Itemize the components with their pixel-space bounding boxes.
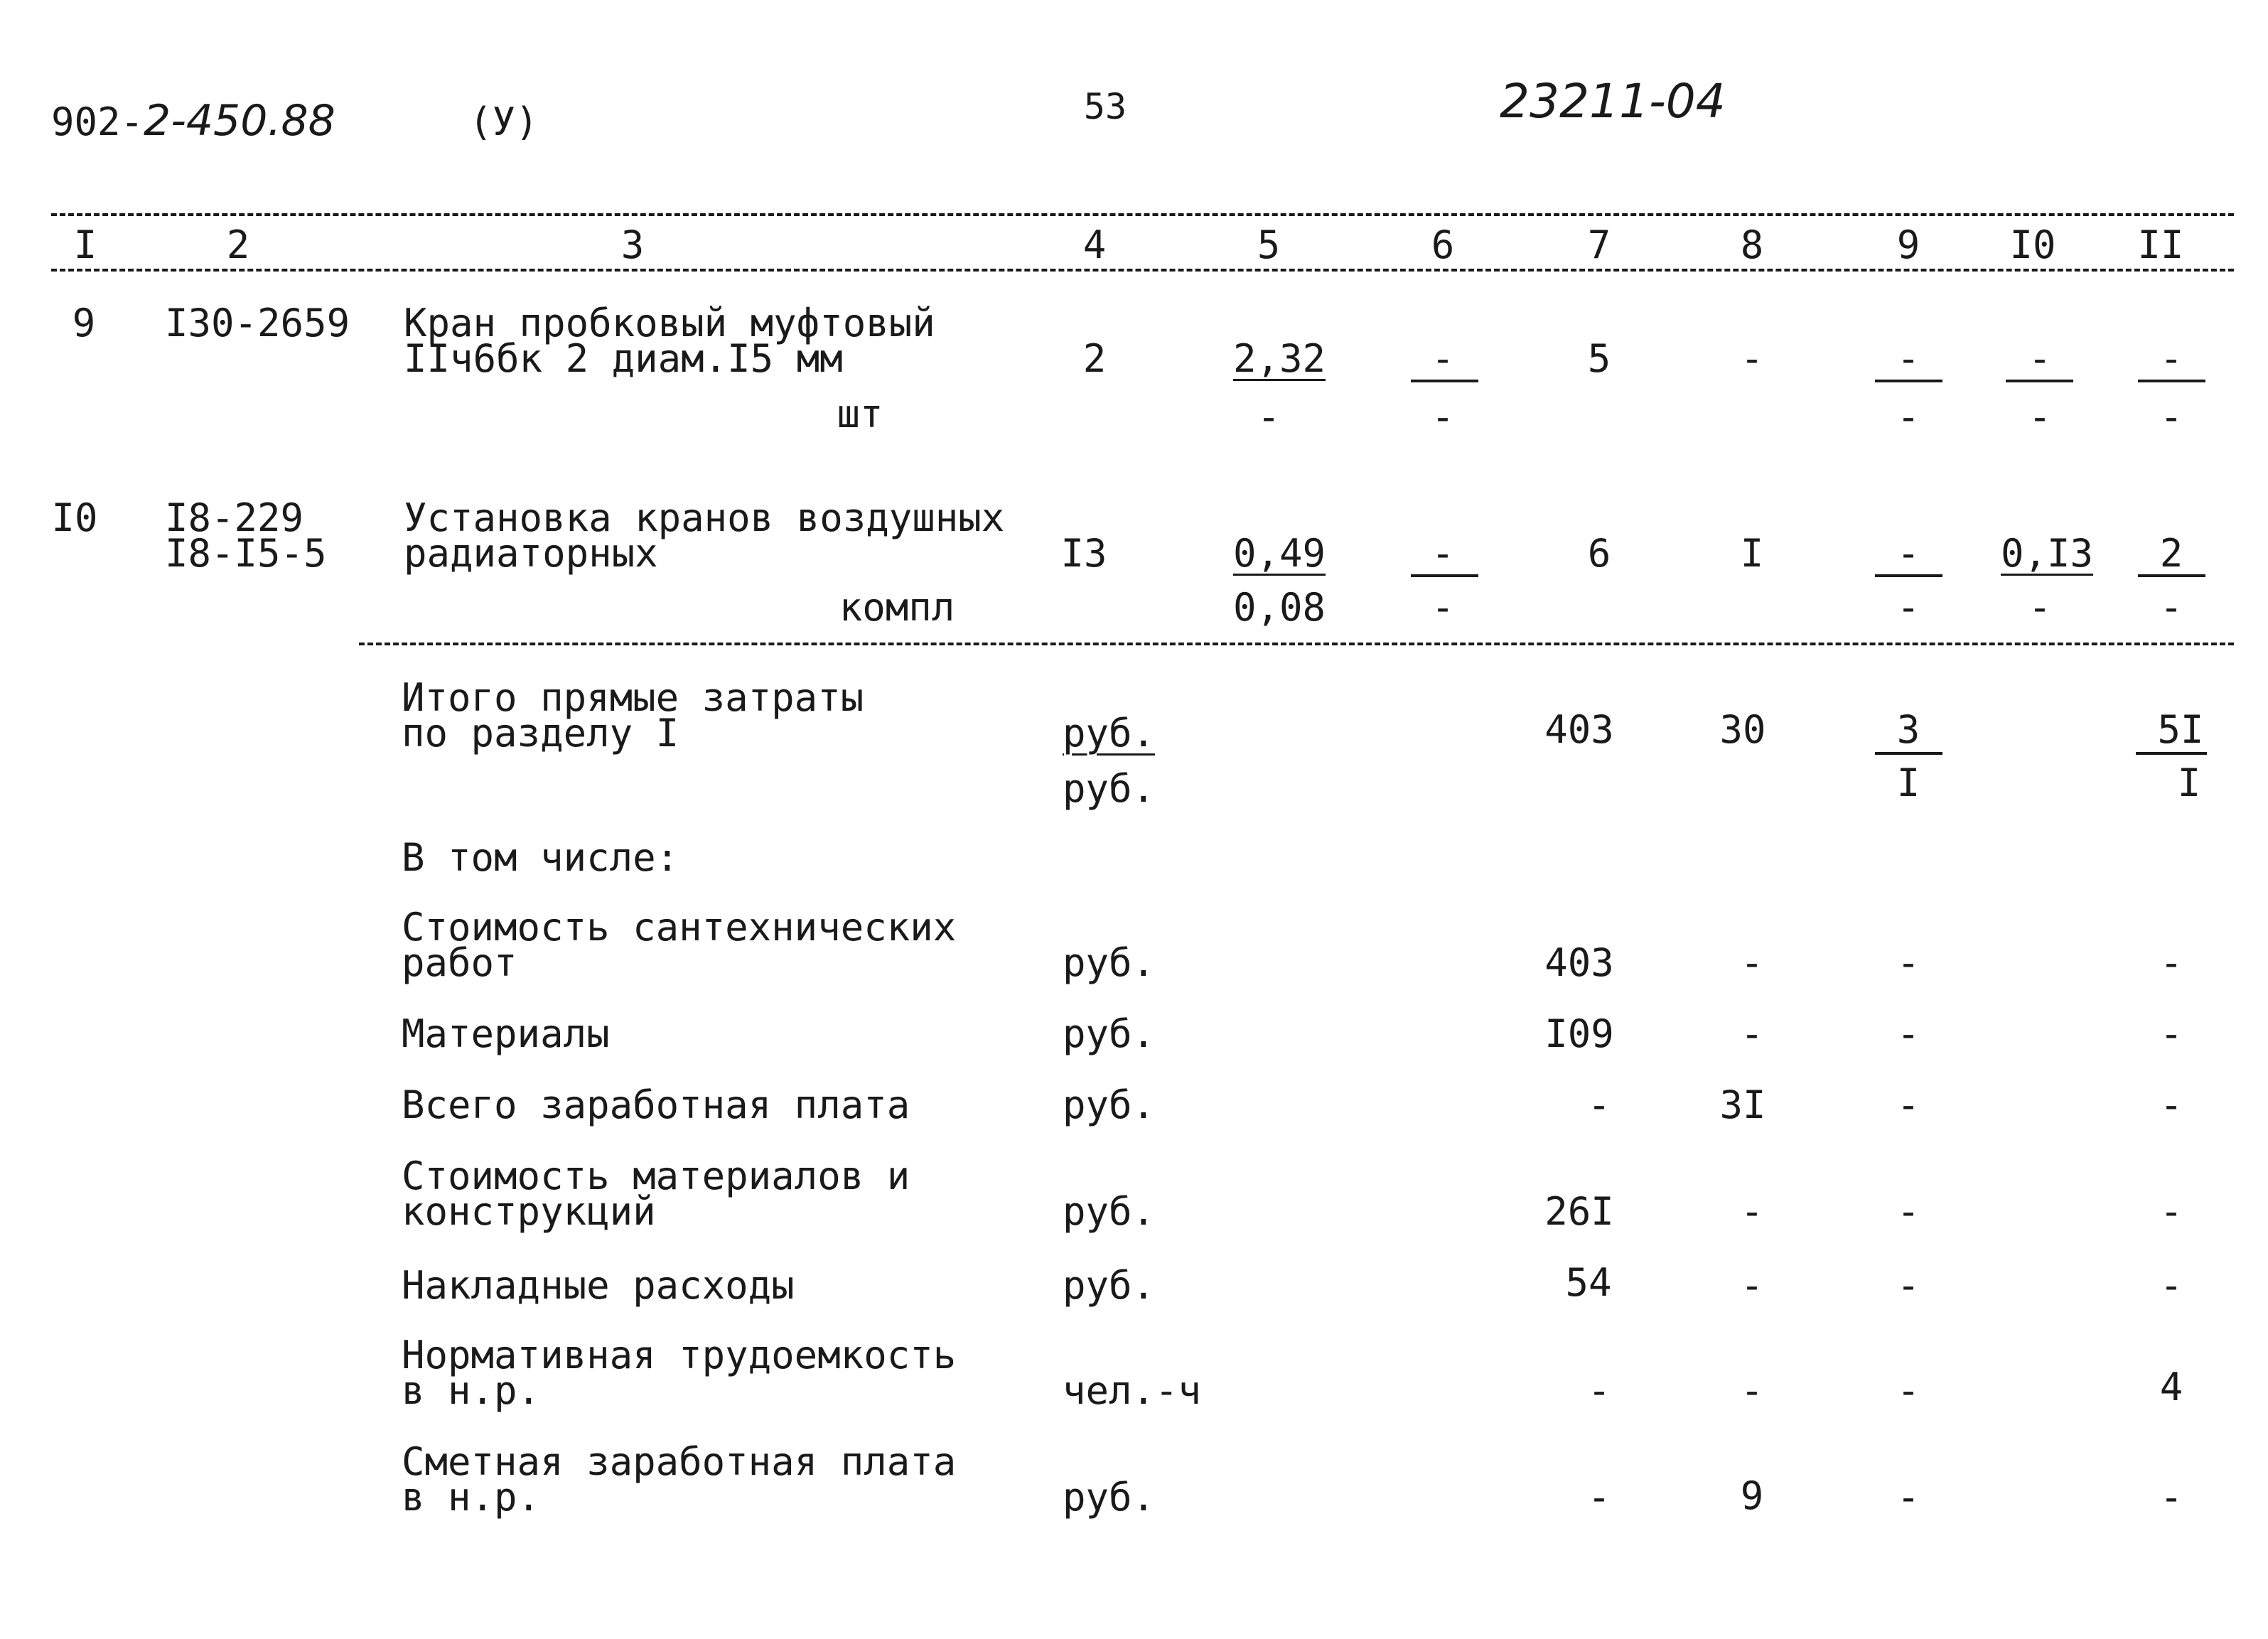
row-col5-top: 0,49	[1232, 531, 1326, 576]
row-qty: I3	[1060, 531, 1107, 576]
item-col8: -	[1740, 940, 1764, 985]
item-col8: 9	[1740, 1473, 1764, 1518]
row-desc-line1: Кран пробковый муфтовый	[404, 301, 935, 345]
item-col8: -	[1740, 1368, 1764, 1413]
item-label-line2: конструкций	[402, 1189, 656, 1234]
fraction-bar	[2138, 574, 2205, 577]
row-number: I0	[51, 495, 98, 540]
row-code: I30-2659	[165, 301, 350, 345]
col-header-6: 6	[1431, 222, 1455, 267]
fraction-bar	[1875, 752, 1942, 755]
row-col10-bottom: -	[2028, 394, 2052, 439]
item-col11: 4	[2159, 1365, 2183, 1409]
fraction-bar	[1411, 380, 1478, 382]
col-header-9: 9	[1896, 222, 1920, 267]
totals-unit-bottom: руб.	[1063, 766, 1156, 811]
item-unit: руб.	[1063, 1263, 1156, 1308]
row-col10-top: 0,I3	[2000, 531, 2094, 576]
item-col11: -	[2159, 1475, 2183, 1520]
totals-label-line1: Итого прямые затраты	[402, 675, 864, 720]
item-label-line1: Сметная заработная плата	[402, 1439, 957, 1484]
item-col11: -	[2159, 1189, 2183, 1234]
doc-number-prefix: 902-	[51, 100, 144, 144]
item-col7: -	[1587, 1475, 1611, 1520]
row-col5-bottom: -	[1257, 394, 1281, 439]
row-col11-top: 2	[2159, 531, 2183, 576]
sheet-code: 23211-04	[1500, 74, 1726, 129]
row-desc-line2: радиаторных	[404, 531, 658, 576]
row-col7: 6	[1587, 531, 1611, 576]
fraction-bar	[1411, 574, 1478, 577]
totals-col9-top: 3	[1896, 707, 1920, 752]
row-code-line2: I8-I5-5	[165, 531, 327, 576]
row-qty: 2	[1082, 336, 1107, 381]
item-unit: руб.	[1063, 1082, 1156, 1127]
fraction-bar	[2006, 380, 2073, 382]
totals-col11-bottom: I	[2177, 761, 2201, 805]
row-col6-top: -	[1431, 531, 1455, 576]
item-col8: -	[1740, 1011, 1764, 1056]
item-col7: I09	[1544, 1011, 1614, 1056]
col-header-5: 5	[1257, 222, 1281, 267]
totals-col11-top: 5I	[2157, 707, 2204, 752]
col-header-2: 2	[226, 222, 250, 267]
row-desc-line1: Установка кранов воздушных	[404, 495, 1005, 540]
totals-unit-top: руб.	[1063, 711, 1156, 756]
col-header-7: 7	[1587, 222, 1611, 267]
item-label-line2: работ	[402, 940, 517, 985]
item-unit: руб.	[1063, 940, 1156, 985]
col-header-11: II	[2137, 222, 2184, 267]
row-col6-top: -	[1431, 336, 1455, 381]
fraction-bar	[2138, 380, 2205, 382]
fraction-bar	[1875, 574, 1942, 577]
header-bottom-rule	[51, 269, 2234, 272]
row-unit: компл	[839, 585, 955, 630]
item-col9: -	[1896, 1082, 1920, 1127]
col-header-3: 3	[620, 222, 645, 267]
row-col10-top: -	[2028, 336, 2052, 381]
row-col7: 5	[1587, 336, 1611, 381]
item-label-line1: Стоимость сантехнических	[402, 905, 957, 950]
fraction-bar	[2136, 752, 2207, 755]
item-unit: руб.	[1063, 1475, 1156, 1520]
row-desc-line2: IIч6бк 2 диам.I5 мм	[404, 336, 843, 381]
item-label-line1: Всего заработная плата	[402, 1082, 910, 1127]
item-col11: -	[2159, 940, 2183, 985]
item-col7: 26I	[1544, 1189, 1614, 1234]
item-col8: 3I	[1719, 1082, 1766, 1127]
item-col9: -	[1896, 1263, 1920, 1308]
item-label-line1: Материалы	[402, 1011, 610, 1056]
item-col9: -	[1896, 1368, 1920, 1413]
fraction-bar	[1875, 380, 1942, 382]
item-col7: 54	[1565, 1260, 1612, 1305]
item-col9: -	[1896, 1475, 1920, 1520]
row-col8: -	[1740, 336, 1764, 381]
item-col7: 403	[1544, 940, 1614, 985]
row-col11-bottom: -	[2159, 585, 2183, 630]
row-col10-bottom: -	[2028, 585, 2052, 630]
item-unit: руб.	[1063, 1189, 1156, 1234]
row-col9-bottom: -	[1896, 394, 1920, 439]
row-col9-top: -	[1896, 336, 1920, 381]
item-label-line2: в н.р.	[402, 1368, 541, 1413]
item-col9: -	[1896, 1011, 1920, 1056]
col-header-4: 4	[1082, 222, 1107, 267]
item-col9: -	[1896, 1189, 1920, 1234]
row-col8: I	[1740, 531, 1764, 576]
doc-number-handwritten: 2-450.88	[144, 96, 335, 146]
row-col9-top: -	[1896, 531, 1920, 576]
item-label-line1: Накладные расходы	[402, 1263, 795, 1308]
item-label-line1: Нормативная трудоемкость	[402, 1333, 957, 1377]
totals-col7: 403	[1544, 707, 1614, 752]
row-col6-bottom: -	[1431, 394, 1455, 439]
col-header-1: I	[73, 222, 97, 267]
row-col5-bottom: 0,08	[1232, 585, 1326, 630]
totals-col9-bottom: I	[1896, 761, 1920, 805]
header-top-rule	[51, 213, 2234, 216]
item-label-line1: Стоимость материалов и	[402, 1154, 910, 1198]
doc-mark: (У)	[469, 100, 539, 144]
item-col7: -	[1587, 1082, 1611, 1127]
item-col8: -	[1740, 1189, 1764, 1234]
row-col6-bottom: -	[1431, 585, 1455, 630]
totals-label-line2: по разделу I	[402, 711, 679, 756]
totals-col8: 30	[1719, 707, 1766, 752]
item-label-line2: в н.р.	[402, 1475, 541, 1520]
item-col7: -	[1587, 1368, 1611, 1413]
row-col11-top: -	[2159, 336, 2183, 381]
item-col11: -	[2159, 1082, 2183, 1127]
including-label: В том числе:	[402, 835, 679, 880]
row-col9-bottom: -	[1896, 585, 1920, 630]
col-header-10: I0	[2009, 222, 2056, 267]
section-rule	[359, 643, 2234, 645]
item-col11: -	[2159, 1011, 2183, 1056]
item-col8: -	[1740, 1263, 1764, 1308]
col-header-8: 8	[1740, 222, 1764, 267]
item-col9: -	[1896, 940, 1920, 985]
page-number: 53	[1083, 86, 1127, 127]
row-code-line1: I8-229	[165, 495, 304, 540]
row-number: 9	[72, 301, 96, 345]
row-col11-bottom: -	[2159, 394, 2183, 439]
doc-number	[51, 96, 335, 146]
item-unit: чел.-ч	[1063, 1368, 1202, 1413]
item-unit: руб.	[1063, 1011, 1156, 1056]
row-unit: шт	[837, 392, 883, 436]
item-col11: -	[2159, 1263, 2183, 1308]
row-col5-top: 2,32	[1232, 336, 1326, 381]
